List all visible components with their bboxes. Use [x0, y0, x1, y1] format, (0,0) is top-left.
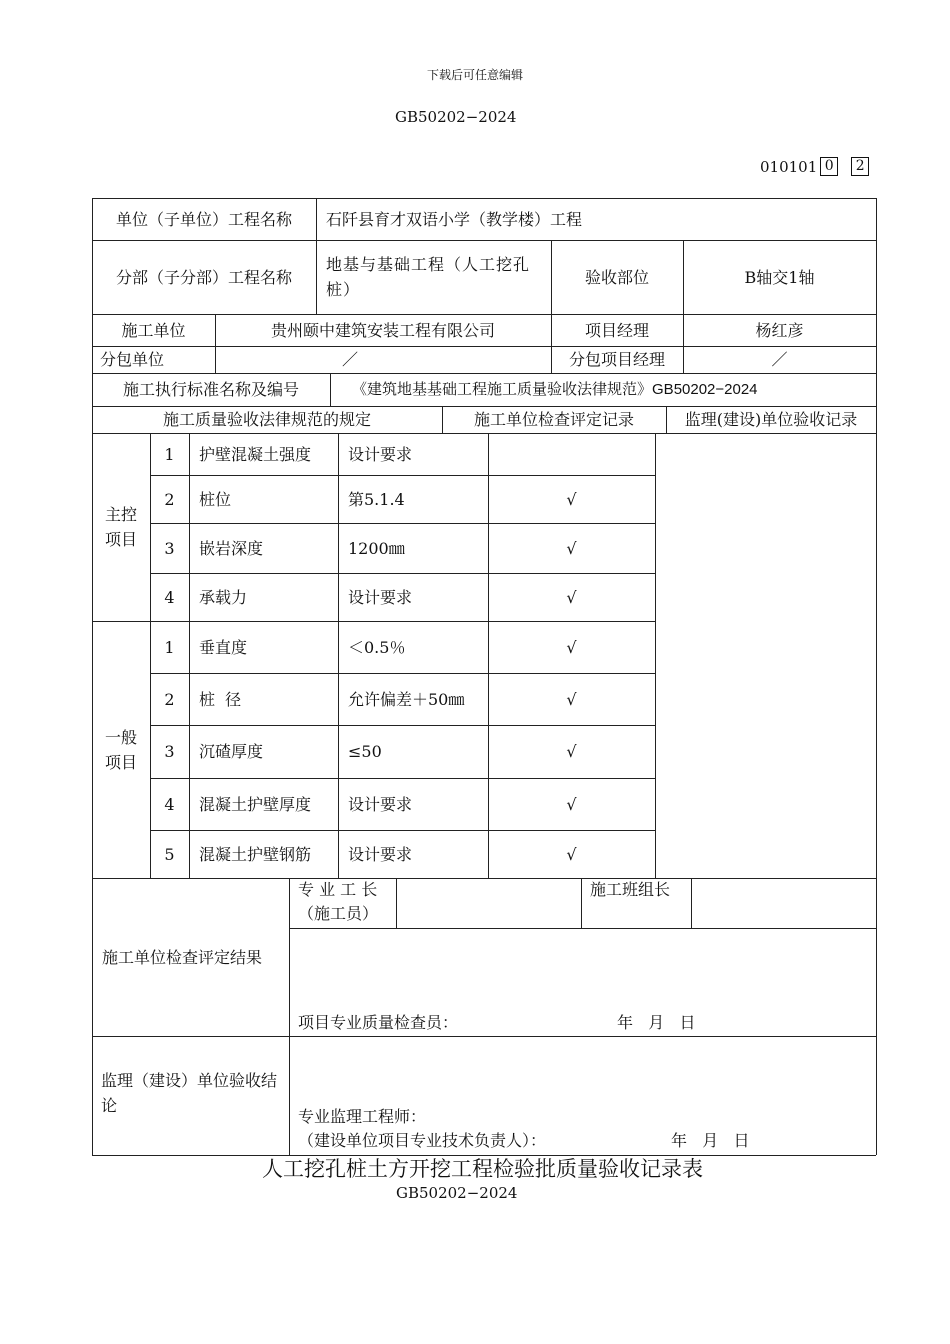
item-no: 4 [164, 794, 175, 814]
standard-label: 施工执行标准名称及编号 [122, 380, 299, 399]
standard-value [330, 373, 876, 406]
form-title: 人工挖孔桩土方开挖工程检验批质量验收记录表 [262, 1157, 703, 1181]
construction-unit-label: 施工单位 [121, 320, 186, 340]
item-check-mark [488, 433, 655, 475]
item-check-mark: √ [566, 637, 577, 657]
accept-part-value: B轴交1轴 [744, 267, 815, 287]
pm-value: 杨红彦 [755, 320, 804, 340]
unit-project-value: 石阡县育才双语小学（教学楼）工程 [326, 209, 583, 229]
conclusion-label: 监理（建设）单位验收结论 [101, 1071, 278, 1115]
item-name: 混凝土护壁厚度 [199, 794, 312, 814]
result-label: 施工单位检查评定结果 [102, 947, 263, 967]
download-note: 下载后可任意编辑 [426, 68, 523, 82]
item-no: 1 [164, 637, 175, 657]
item-check-mark: √ [566, 489, 577, 509]
subcontract-value: ／ [341, 350, 358, 369]
item-requirement: 设计要求 [348, 794, 413, 814]
item-name: 桩 径 [199, 689, 242, 709]
item-check-mark: √ [566, 742, 577, 761]
form-code-box-2: 2 [851, 157, 869, 176]
col-header-check: 施工单位检查评定记录 [473, 410, 634, 429]
owner-rep-label: （建设单位项目专业技术负责人）： [298, 1131, 547, 1150]
pm-label: 项目经理 [584, 320, 649, 340]
item-check-mark: √ [566, 587, 577, 607]
general-group-label: 一般项目 [104, 727, 137, 772]
foreman-label: 专 业 工 长（施工员） [298, 880, 379, 923]
form-code [760, 157, 869, 176]
item-check-mark: √ [566, 794, 577, 814]
accept-part-label: 验收部位 [584, 267, 649, 287]
sub-project-label: 分部（子分部）工程名称 [115, 267, 292, 287]
item-requirement: 设计要求 [348, 844, 413, 864]
item-name: 承载力 [199, 587, 248, 607]
item-name: 护壁混凝土强度 [199, 444, 312, 464]
item-requirement: ≤50 [348, 742, 382, 761]
item-requirement: ＜0.5％ [348, 637, 406, 657]
item-no: 2 [164, 689, 175, 709]
sub-pm-value: ／ [771, 350, 788, 369]
item-no: 5 [164, 844, 175, 864]
supervisor-engineer-label: 专业监理工程师： [298, 1107, 427, 1126]
construction-unit-value: 贵州颐中建筑安装工程有限公司 [270, 320, 495, 340]
col-header-supervise: 监理(建设)单位验收记录 [684, 410, 858, 429]
item-no: 3 [164, 742, 175, 761]
team-leader-label: 施工班组长 [590, 880, 671, 899]
item-requirement: 1200㎜ [348, 538, 405, 558]
item-name: 沉碴厚度 [199, 742, 264, 761]
item-name: 垂直度 [199, 637, 248, 657]
item-no: 3 [164, 538, 175, 558]
item-no: 4 [164, 587, 175, 607]
quality-inspector-label: 项目专业质量检查员： [298, 1013, 459, 1032]
standard-code: GB50202−2024 [652, 381, 758, 398]
item-check-mark: √ [566, 689, 577, 709]
sub-pm-label: 分包项目经理 [568, 350, 665, 369]
item-requirement: 允许偏差＋50㎜ [348, 689, 465, 709]
item-check-mark: √ [566, 538, 577, 558]
standard-code-top: GB50202−2024 [395, 108, 517, 126]
item-requirement: 设计要求 [348, 587, 413, 607]
unit-project-label: 单位（子单位）工程名称 [115, 209, 292, 229]
item-requirement: 第5.1.4 [348, 489, 405, 509]
item-check-mark: √ [566, 844, 577, 864]
item-no: 1 [164, 444, 175, 464]
form-code-prefix: 010101 [760, 157, 818, 176]
item-name: 混凝土护壁钢筋 [199, 844, 312, 864]
item-name: 桩位 [199, 489, 232, 509]
standard-name: 《建筑地基基础工程施工质量验收法律规范》 [352, 380, 653, 398]
sub-project-value: 地基与基础工程（人工挖孔桩） [326, 255, 531, 299]
subcontract-label: 分包单位 [100, 350, 165, 369]
item-name: 嵌岩深度 [199, 538, 264, 558]
form-code-box-1: 0 [820, 157, 838, 176]
item-requirement: 设计要求 [348, 444, 413, 464]
inspector-date: 年 月 日 [617, 1013, 696, 1032]
conclusion-date: 年 月 日 [671, 1131, 750, 1150]
standard-code-bottom: GB50202−2024 [396, 1184, 518, 1202]
col-header-spec: 施工质量验收法律规范的规定 [162, 410, 371, 429]
main-control-group-label: 主控项目 [104, 505, 137, 549]
item-no: 2 [164, 489, 175, 509]
